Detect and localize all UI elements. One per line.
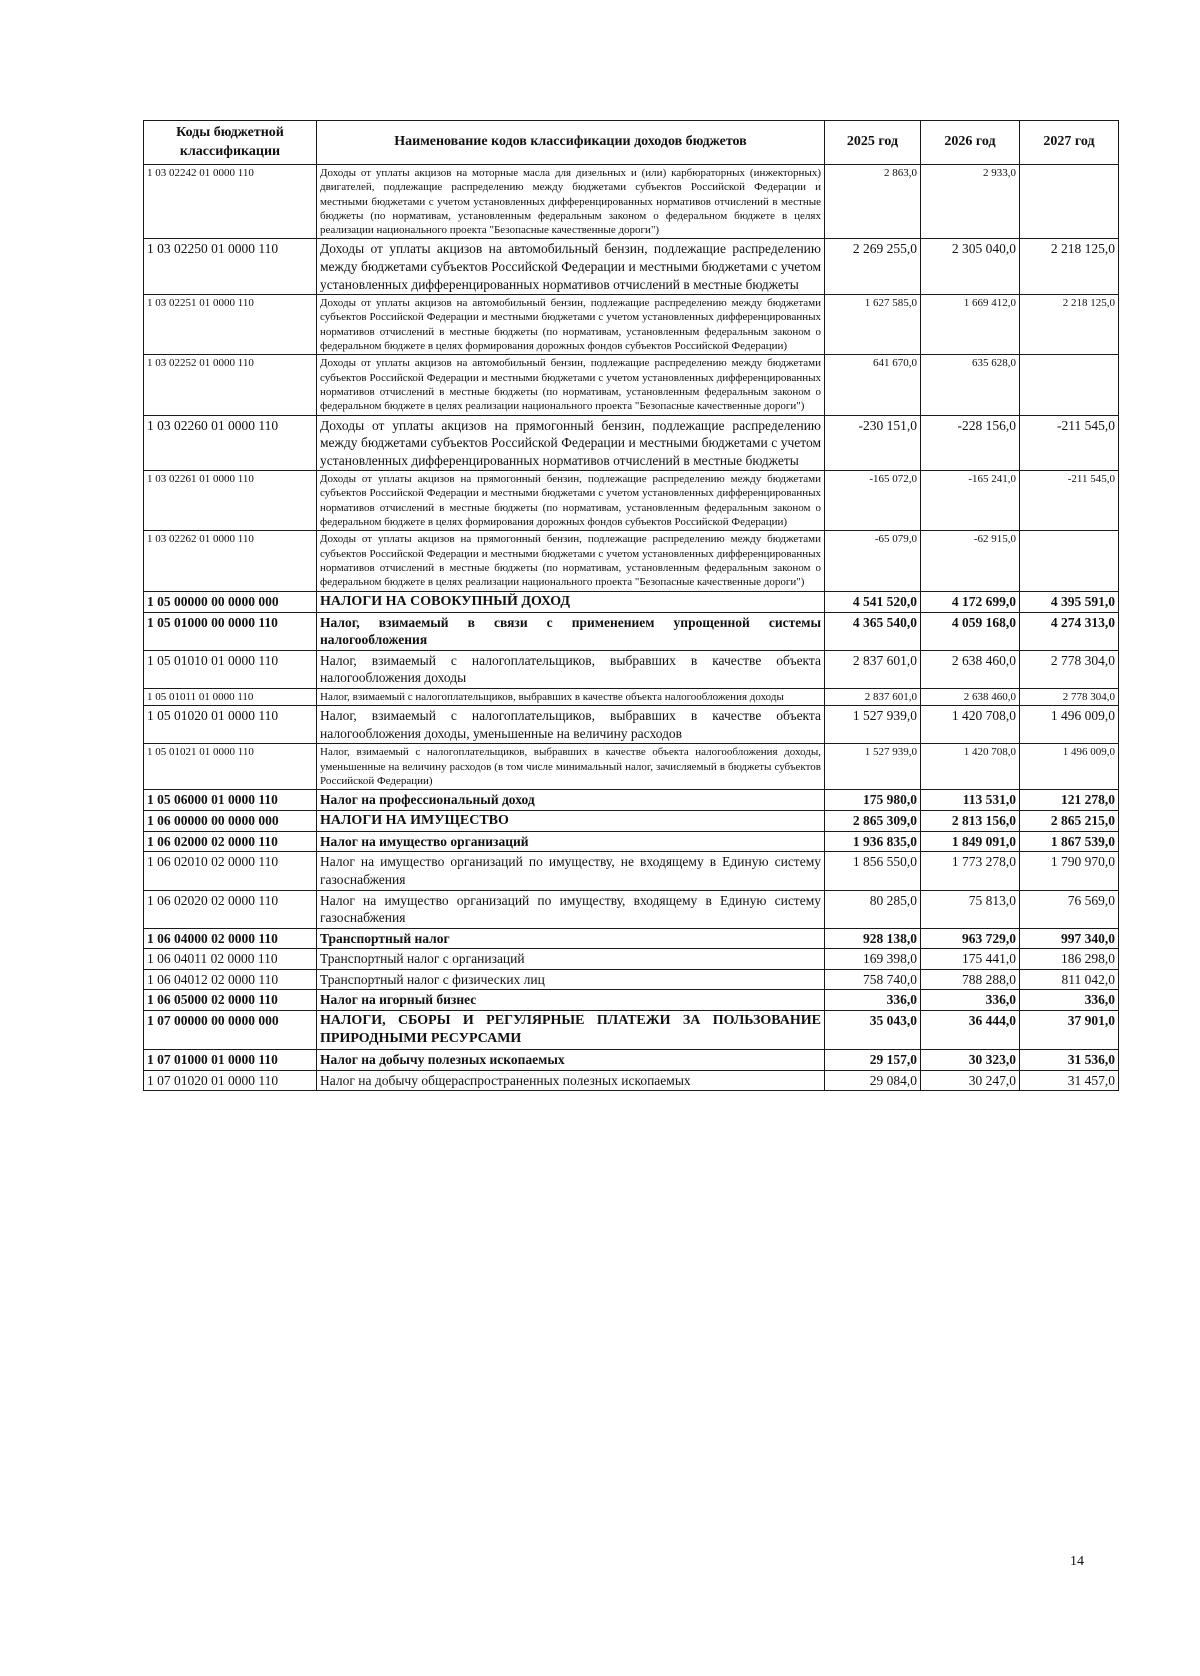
row-value-2027: 4 395 591,0 [1020, 591, 1119, 612]
row-code: 1 03 02242 01 0000 110 [144, 165, 317, 239]
row-value-2025: 2 863,0 [825, 165, 921, 239]
row-value-2025: 80 285,0 [825, 890, 921, 928]
row-value-2025: 169 398,0 [825, 949, 921, 970]
row-code: 1 07 01000 01 0000 110 [144, 1050, 317, 1071]
row-value-2026: 788 288,0 [921, 969, 1020, 990]
row-value-2025: 1 627 585,0 [825, 295, 921, 355]
table-row [144, 471, 1119, 531]
row-code: 1 06 02000 02 0000 110 [144, 831, 317, 852]
row-value-2026: 2 638 460,0 [921, 650, 1020, 688]
row-value-2026: 36 444,0 [921, 1010, 1020, 1049]
row-name: Налог на добычу полезных ископаемых [317, 1050, 825, 1071]
row-value-2025: 1 936 835,0 [825, 831, 921, 852]
row-name: Доходы от уплаты акцизов на прямогонный бензин, подлежащие распределению между бюджетами субъектов Российской Федерации и местными бюджетами с учетом установленных дифференцированных нормативов отчислений в местные бюджеты [317, 415, 825, 471]
row-name: Транспортный налог с физических лиц [317, 969, 825, 990]
header-name: Наименование кодов классификации доходов бюджетов [317, 121, 825, 165]
table-row [144, 706, 1119, 744]
row-value-2027: 336,0 [1020, 990, 1119, 1011]
row-value-2026: -62 915,0 [921, 531, 1020, 591]
row-name: Доходы от уплаты акцизов на автомобильный бензин, подлежащие распределению между бюджетами субъектов Российской Федерации и местными бюджетами с учетом установленных дифференцированных нормативов отчислений в местные бюджеты (по нормативам, установленным федеральным законом о федеральном бюджете в целях формирования дорожных фондов субъектов Российской Федерации) [317, 295, 825, 355]
row-code: 1 05 01020 01 0000 110 [144, 706, 317, 744]
header-code: Коды бюджетной классификации [144, 121, 317, 165]
row-value-2025: 2 865 309,0 [825, 810, 921, 831]
row-name: Налог, взимаемый в связи с применением упрощенной системы налогообложения [317, 612, 825, 650]
row-value-2027: 2 778 304,0 [1020, 688, 1119, 705]
row-code: 1 06 05000 02 0000 110 [144, 990, 317, 1011]
row-value-2025: -230 151,0 [825, 415, 921, 471]
row-value-2027: 2 218 125,0 [1020, 295, 1119, 355]
row-code: 1 05 01021 01 0000 110 [144, 744, 317, 790]
row-value-2027: 2 865 215,0 [1020, 810, 1119, 831]
table-row [144, 890, 1119, 928]
row-name: Транспортный налог [317, 928, 825, 949]
row-code: 1 05 06000 01 0000 110 [144, 790, 317, 811]
row-value-2026: 963 729,0 [921, 928, 1020, 949]
row-code: 1 06 04012 02 0000 110 [144, 969, 317, 990]
row-value-2026: 2 305 040,0 [921, 239, 1020, 295]
table-row [144, 969, 1119, 990]
row-name: Налог, взимаемый с налогоплательщиков, выбравших в качестве объекта налогообложения доходы, уменьшенные на величину расходов (в том числе минимальный налог, зачисляемый в бюджеты субъектов Российской Федерации) [317, 744, 825, 790]
row-value-2025: 1 527 939,0 [825, 706, 921, 744]
row-code: 1 06 04011 02 0000 110 [144, 949, 317, 970]
header-2027: 2027 год [1020, 121, 1119, 165]
row-name: Налог, взимаемый с налогоплательщиков, выбравших в качестве объекта налогообложения доходы, уменьшенные на величину расходов [317, 706, 825, 744]
row-value-2027: 186 298,0 [1020, 949, 1119, 970]
row-value-2026: 635 628,0 [921, 355, 1020, 415]
row-value-2025: 641 670,0 [825, 355, 921, 415]
row-name: Доходы от уплаты акцизов на моторные масла для дизельных и (или) карбюраторных (инжекторных) двигателей, подлежащие распределению между бюджетами субъектов Российской Федерации и местными бюджетами с учетом установленных дифференцированных нормативов отчислений в местные бюджеты (по нормативам, установленным федеральным законом о федеральном бюджете в целях реализации национального проекта "Безопасные качественные дороги") [317, 165, 825, 239]
table-row [144, 650, 1119, 688]
table-row [144, 591, 1119, 612]
table-row [144, 1010, 1119, 1049]
row-value-2025: 1 527 939,0 [825, 744, 921, 790]
row-code: 1 05 01010 01 0000 110 [144, 650, 317, 688]
row-name: Налог на игорный бизнес [317, 990, 825, 1011]
row-value-2027: 2 778 304,0 [1020, 650, 1119, 688]
row-value-2026: 4 059 168,0 [921, 612, 1020, 650]
row-value-2026: 1 773 278,0 [921, 852, 1020, 890]
row-value-2027 [1020, 355, 1119, 415]
table-row [144, 415, 1119, 471]
row-code: 1 06 02020 02 0000 110 [144, 890, 317, 928]
row-value-2025: 175 980,0 [825, 790, 921, 811]
table-row [144, 531, 1119, 591]
row-code: 1 03 02252 01 0000 110 [144, 355, 317, 415]
row-code: 1 07 01020 01 0000 110 [144, 1070, 317, 1091]
row-value-2026: -228 156,0 [921, 415, 1020, 471]
row-value-2025: 2 837 601,0 [825, 688, 921, 705]
row-value-2025: -165 072,0 [825, 471, 921, 531]
row-value-2025: 1 856 550,0 [825, 852, 921, 890]
row-value-2027: 4 274 313,0 [1020, 612, 1119, 650]
row-value-2025: 35 043,0 [825, 1010, 921, 1049]
table-row [144, 355, 1119, 415]
row-name: Налог, взимаемый с налогоплательщиков, выбравших в качестве объекта налогообложения доходы [317, 688, 825, 705]
row-name: Транспортный налог с организаций [317, 949, 825, 970]
row-value-2025: 2 837 601,0 [825, 650, 921, 688]
table-row [144, 1070, 1119, 1091]
row-value-2026: 4 172 699,0 [921, 591, 1020, 612]
row-value-2026: 336,0 [921, 990, 1020, 1011]
row-value-2026: 30 323,0 [921, 1050, 1020, 1071]
row-value-2025: -65 079,0 [825, 531, 921, 591]
row-code: 1 03 02262 01 0000 110 [144, 531, 317, 591]
row-name: Налог, взимаемый с налогоплательщиков, выбравших в качестве объекта налогообложения доходы [317, 650, 825, 688]
row-value-2025: 758 740,0 [825, 969, 921, 990]
row-value-2026: 2 933,0 [921, 165, 1020, 239]
row-value-2027: 997 340,0 [1020, 928, 1119, 949]
row-value-2025: 928 138,0 [825, 928, 921, 949]
row-value-2026: 175 441,0 [921, 949, 1020, 970]
table-row [144, 852, 1119, 890]
row-code: 1 03 02261 01 0000 110 [144, 471, 317, 531]
table-row [144, 744, 1119, 790]
row-name: Налог на имущество организаций [317, 831, 825, 852]
row-code: 1 06 00000 00 0000 000 [144, 810, 317, 831]
row-code: 1 03 02260 01 0000 110 [144, 415, 317, 471]
row-value-2026: 1 420 708,0 [921, 706, 1020, 744]
row-name: Доходы от уплаты акцизов на автомобильный бензин, подлежащие распределению между бюджетами субъектов Российской Федерации и местными бюджетами с учетом установленных дифференцированных нормативов отчислений в местные бюджеты [317, 239, 825, 295]
row-code: 1 03 02250 01 0000 110 [144, 239, 317, 295]
table-row [144, 831, 1119, 852]
table-row [144, 790, 1119, 811]
table-row [144, 165, 1119, 239]
row-value-2025: 29 157,0 [825, 1050, 921, 1071]
row-value-2027: 37 901,0 [1020, 1010, 1119, 1049]
header-2026: 2026 год [921, 121, 1020, 165]
table-row [144, 612, 1119, 650]
row-value-2027: 31 457,0 [1020, 1070, 1119, 1091]
table-row [144, 295, 1119, 355]
row-value-2025: 4 365 540,0 [825, 612, 921, 650]
table-row [144, 1050, 1119, 1071]
row-value-2027: 1 496 009,0 [1020, 706, 1119, 744]
row-value-2026: 113 531,0 [921, 790, 1020, 811]
row-value-2027 [1020, 531, 1119, 591]
row-name: Доходы от уплаты акцизов на прямогонный бензин, подлежащие распределению между бюджетами субъектов Российской Федерации и местными бюджетами с учетом установленных дифференцированных нормативов отчислений в местные бюджеты (по нормативам, установленным федеральным законом о федеральном бюджете в целях формирования дорожных фондов субъектов Российской Федерации) [317, 471, 825, 531]
row-code: 1 05 01000 00 0000 110 [144, 612, 317, 650]
row-value-2025: 4 541 520,0 [825, 591, 921, 612]
row-name: НАЛОГИ НА ИМУЩЕСТВО [317, 810, 825, 831]
row-value-2027: 121 278,0 [1020, 790, 1119, 811]
row-value-2027: 31 536,0 [1020, 1050, 1119, 1071]
page-number: 14 [1070, 1554, 1084, 1569]
row-name: Налог на имущество организаций по имуществу, не входящему в Единую систему газоснабжения [317, 852, 825, 890]
row-value-2027: -211 545,0 [1020, 415, 1119, 471]
table-row [144, 239, 1119, 295]
row-value-2027: 1 496 009,0 [1020, 744, 1119, 790]
table-row [144, 990, 1119, 1011]
row-value-2027: 1 867 539,0 [1020, 831, 1119, 852]
row-value-2026: 1 849 091,0 [921, 831, 1020, 852]
row-name: Налог на имущество организаций по имуществу, входящему в Единую систему газоснабжения [317, 890, 825, 928]
row-name: НАЛОГИ, СБОРЫ И РЕГУЛЯРНЫЕ ПЛАТЕЖИ ЗА ПОЛЬЗОВАНИЕ ПРИРОДНЫМИ РЕСУРСАМИ [317, 1010, 825, 1049]
header-2025: 2025 год [825, 121, 921, 165]
row-name: Доходы от уплаты акцизов на автомобильный бензин, подлежащие распределению между бюджетами субъектов Российской Федерации и местными бюджетами с учетом установленных дифференцированных нормативов отчислений в местные бюджеты (по нормативам, установленным федеральным законом о федеральном бюджете в целях реализации национального проекта "Безопасные качественные дороги") [317, 355, 825, 415]
table-header-row [144, 121, 1119, 165]
row-value-2026: 30 247,0 [921, 1070, 1020, 1091]
row-value-2025: 29 084,0 [825, 1070, 921, 1091]
row-code: 1 05 01011 01 0000 110 [144, 688, 317, 705]
row-code: 1 03 02251 01 0000 110 [144, 295, 317, 355]
row-name: Налог на профессиональный доход [317, 790, 825, 811]
row-value-2026: 75 813,0 [921, 890, 1020, 928]
revenue-table [143, 120, 1119, 1091]
row-value-2027: 1 790 970,0 [1020, 852, 1119, 890]
row-name: Доходы от уплаты акцизов на прямогонный бензин, подлежащие распределению между бюджетами субъектов Российской Федерации и местными бюджетами с учетом установленных дифференцированных нормативов отчислений в местные бюджеты (по нормативам, установленным федеральным законом о федеральном бюджете в целях реализации национального проекта "Безопасные качественные дороги") [317, 531, 825, 591]
row-value-2026: 2 813 156,0 [921, 810, 1020, 831]
row-value-2027: 2 218 125,0 [1020, 239, 1119, 295]
row-value-2027: 76 569,0 [1020, 890, 1119, 928]
table-row [144, 688, 1119, 705]
row-value-2026: 1 669 412,0 [921, 295, 1020, 355]
row-value-2027: 811 042,0 [1020, 969, 1119, 990]
row-code: 1 06 02010 02 0000 110 [144, 852, 317, 890]
table-row [144, 949, 1119, 970]
row-value-2026: 1 420 708,0 [921, 744, 1020, 790]
row-value-2027 [1020, 165, 1119, 239]
row-name: Налог на добычу общераспространенных полезных ископаемых [317, 1070, 825, 1091]
row-value-2025: 2 269 255,0 [825, 239, 921, 295]
row-code: 1 07 00000 00 0000 000 [144, 1010, 317, 1049]
row-code: 1 06 04000 02 0000 110 [144, 928, 317, 949]
row-code: 1 05 00000 00 0000 000 [144, 591, 317, 612]
row-value-2026: 2 638 460,0 [921, 688, 1020, 705]
row-value-2027: -211 545,0 [1020, 471, 1119, 531]
table-row [144, 810, 1119, 831]
row-value-2026: -165 241,0 [921, 471, 1020, 531]
table-row [144, 928, 1119, 949]
row-value-2025: 336,0 [825, 990, 921, 1011]
row-name: НАЛОГИ НА СОВОКУПНЫЙ ДОХОД [317, 591, 825, 612]
